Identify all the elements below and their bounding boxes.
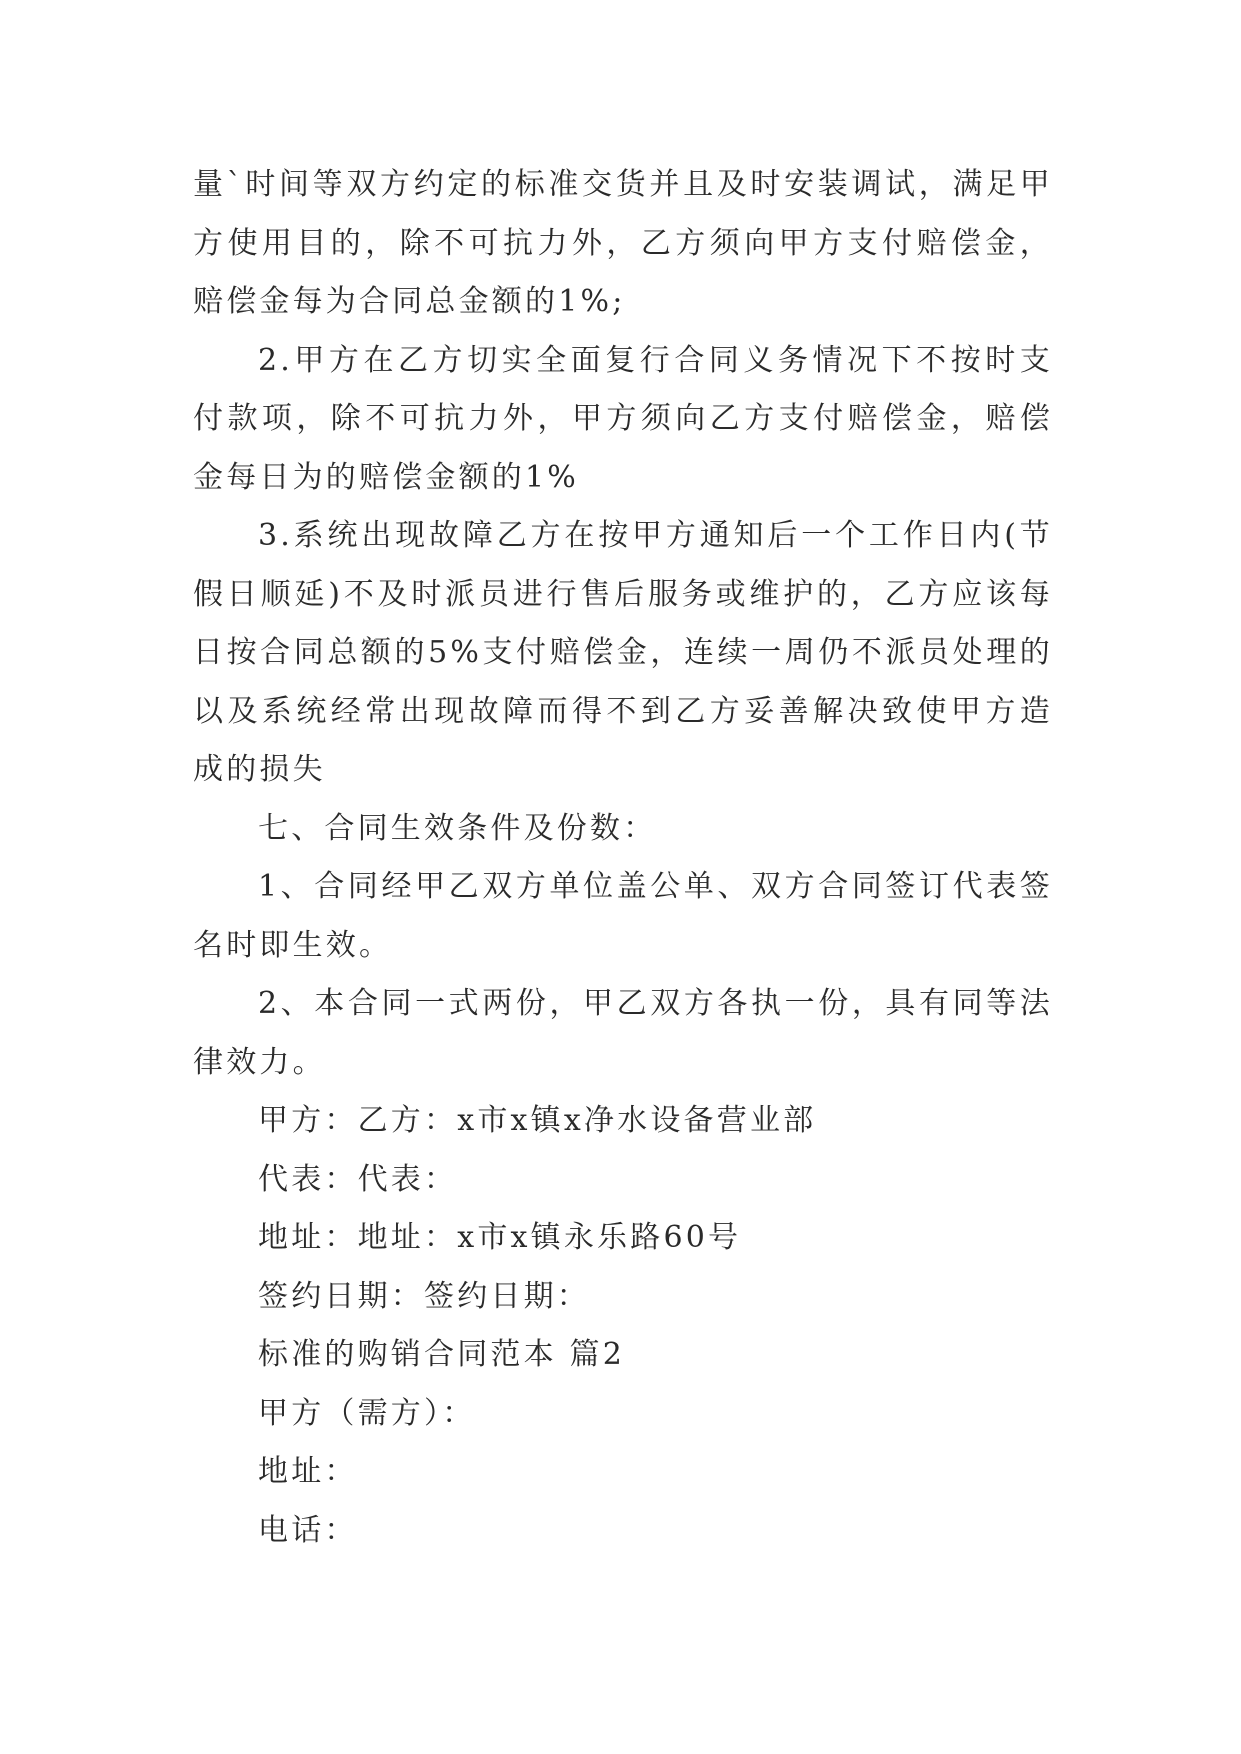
- contract-text-body: [193, 156, 1053, 1560]
- buyer-party-line: 甲方（需方）：: [258, 1395, 476, 1431]
- paragraph-effect-clause-2: 2、本合同一式两份，甲乙双方各执一份，具有同等法律效力。: [193, 986, 1053, 1080]
- party-line: 甲方：乙方：x市x镇x净水设备营业部: [258, 1103, 817, 1138]
- template-title-line: 标准的购销合同范本 篇2: [258, 1337, 626, 1372]
- signing-date-line: 签约日期：签约日期：: [258, 1278, 590, 1314]
- paragraph-effect-clause-1: 1、合同经甲乙双方单位盖公单、双方合同签订代表签名时即生效。: [193, 869, 1053, 963]
- paragraph-clause-2-payment: 2.甲方在乙方切实全面复行合同义务情况下不按时支付款项，除不可抗力外，甲方须向乙方支付赔偿金，赔偿金每日为的赔偿金额的1%: [193, 342, 1053, 495]
- buyer-address-line: 地址：: [258, 1454, 358, 1489]
- section-heading-effect-conditions: 七、合同生效条件及份数：: [258, 810, 657, 846]
- representative-line: 代表：代表：: [258, 1161, 458, 1197]
- address-line: 地址：地址：x市x镇永乐路60号: [258, 1220, 742, 1255]
- paragraph-clause-3-system-fault: 3.系统出现故障乙方在按甲方通知后一个工作日内(节假日顺延)不及时派员进行售后服务或维护的，乙方应该每日按合同总额的5%支付赔偿金，连续一周仍不派员处理的以及系统经常出现故障而得不到乙方妥善解决致使甲方造成的损失: [193, 518, 1053, 787]
- buyer-phone-line: 电话：: [258, 1512, 358, 1548]
- paragraph-compensation-delivery: 量`时间等双方约定的标准交货并且及时安装调试，满足甲方使用目的，除不可抗力外，乙方须向甲方支付赔偿金，赔偿金每为合同总金额的1%;: [193, 167, 1053, 319]
